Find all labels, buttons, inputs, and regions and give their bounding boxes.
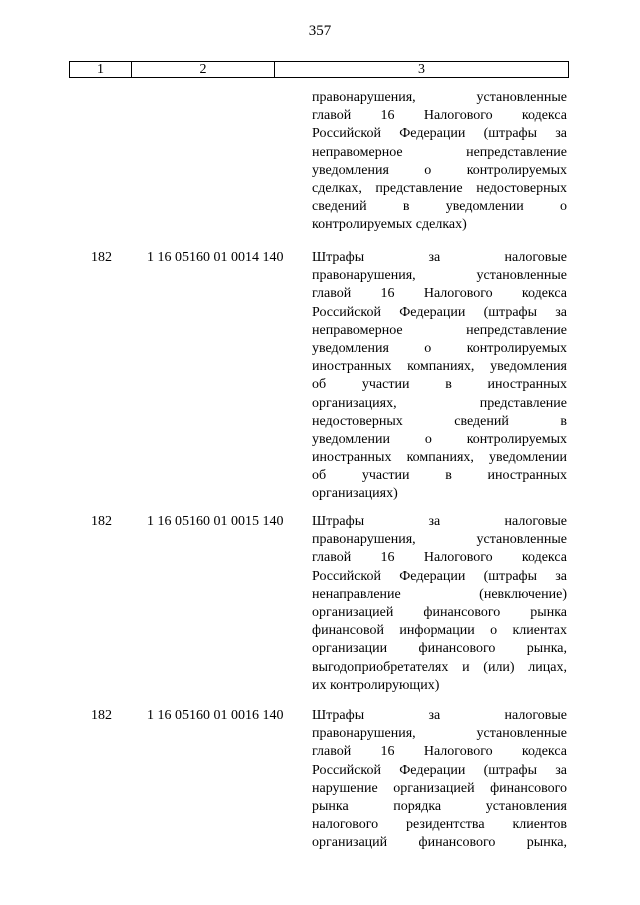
description-line: контролируемых сделках) bbox=[312, 217, 467, 233]
description-line: иностранных компаниях, уведомления bbox=[312, 359, 567, 375]
description-line: правонарушения, установленные bbox=[312, 90, 567, 105]
description-line: ненаправление (невключение) bbox=[312, 586, 567, 602]
description-line: выгодоприобретателях и (или) лицах, bbox=[312, 659, 567, 675]
description-line: организации финансового рынка, bbox=[312, 641, 567, 657]
description-line: Российской Федерации (штрафы за bbox=[312, 126, 567, 142]
description-line: об участии в иностранных bbox=[312, 468, 567, 484]
header-col-2: 2 bbox=[132, 62, 275, 78]
header-col-1: 1 bbox=[70, 62, 132, 78]
description-line: организациях, представление bbox=[312, 395, 567, 411]
admin-code: 182 bbox=[91, 708, 112, 723]
admin-code: 182 bbox=[91, 250, 112, 265]
description-line: неправомерное непредставление bbox=[312, 322, 567, 338]
description-line: Российской Федерации (штрафы за bbox=[312, 762, 567, 778]
description-line: организаций финансового рынка, bbox=[312, 835, 567, 851]
description-line: иностранных компаниях, уведомлении bbox=[312, 450, 567, 466]
description-line: неправомерное непредставление bbox=[312, 144, 567, 160]
description-line: правонарушения, установленные bbox=[312, 268, 567, 284]
description-line: уведомления о контролируемых bbox=[312, 340, 567, 356]
description-line: главой 16 Налогового кодекса bbox=[312, 744, 567, 760]
description-line: недостоверных сведений в bbox=[312, 413, 567, 429]
description-line: нарушение организацией финансового bbox=[312, 780, 567, 796]
description-line: сделках, представление недостоверных bbox=[312, 180, 567, 196]
description-line: организациях) bbox=[312, 486, 398, 502]
description-line: главой 16 Налогового кодекса bbox=[312, 550, 567, 566]
description-line: сведений в уведомлении о bbox=[312, 199, 567, 215]
description-line: уведомления о контролируемых bbox=[312, 162, 567, 178]
page-number: 357 bbox=[308, 23, 332, 39]
kbk-code: 1 16 05160 01 0016 140 bbox=[147, 708, 284, 723]
description-line: Штрафы за налоговые bbox=[312, 514, 567, 529]
header-col-3: 3 bbox=[275, 62, 569, 78]
continuation-description bbox=[312, 89, 567, 235]
kbk-code: 1 16 05160 01 0014 140 bbox=[147, 250, 284, 265]
description-line: Российской Федерации (штрафы за bbox=[312, 304, 567, 320]
description-line: организацией финансового рынка bbox=[312, 604, 567, 620]
description-line: их контролирующих) bbox=[312, 677, 440, 693]
description-line: рынка порядка установления bbox=[312, 798, 567, 814]
description-line: Штрафы за налоговые bbox=[312, 708, 567, 723]
description-line: финансовой информации о клиентах bbox=[312, 623, 567, 639]
description-line: главой 16 Налогового кодекса bbox=[312, 108, 567, 124]
row-description bbox=[312, 707, 567, 853]
description-line: правонарушения, установленные bbox=[312, 532, 567, 548]
description-line: Российской Федерации (штрафы за bbox=[312, 568, 567, 584]
description-line: Штрафы за налоговые bbox=[312, 250, 567, 265]
description-line: налогового резидентства клиентов bbox=[312, 817, 567, 833]
row-description bbox=[312, 249, 567, 504]
admin-code: 182 bbox=[91, 514, 112, 529]
description-line: главой 16 Налогового кодекса bbox=[312, 286, 567, 302]
description-line: правонарушения, установленные bbox=[312, 726, 567, 742]
description-line: уведомлении о контролируемых bbox=[312, 431, 567, 447]
kbk-code: 1 16 05160 01 0015 140 bbox=[147, 514, 284, 529]
table-header bbox=[69, 61, 569, 78]
row-description bbox=[312, 513, 567, 695]
description-line: об участии в иностранных bbox=[312, 377, 567, 393]
